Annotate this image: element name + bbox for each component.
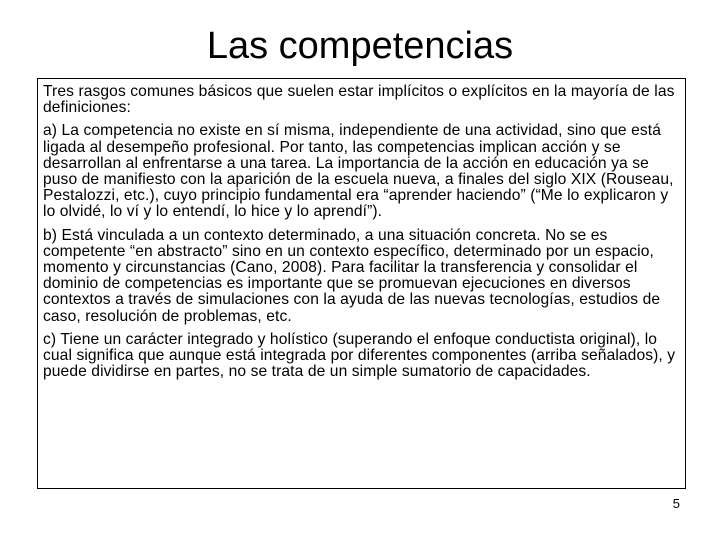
- page-number: 5: [672, 496, 680, 511]
- content-box: [37, 78, 686, 489]
- point-c-paragraph: c) Tiene un carácter integrado y holístico (superando el enfoque conductista original), lo cual significa que aunque está integrada por diferentes componentes (arriba señalados), y puede dividirse en partes, no se trata de un simple sumatorio de capacidades.: [43, 330, 676, 381]
- slide-title: Las competencias: [206, 25, 514, 67]
- point-b-paragraph: b) Está vinculada a un contexto determinado, a una situación concreta. No se es competente “en abstracto” sino en un contexto específico, determinado por un espacio, momento y circunstancias (Cano, 2008). Para facilitar la transferencia y consolidar el dominio de competencias es importante que se promuevan ejecuciones en diversos contextos a través de simulaciones con la ayuda de las nuevas tecnologías, estudios de caso, resolución de problemas, etc.: [43, 226, 661, 325]
- intro-paragraph: Tres rasgos comunes básicos que suelen estar implícitos o explícitos en la mayoría de las definiciones:: [43, 83, 675, 117]
- point-a-paragraph: a) La competencia no existe en sí misma, independiente de una actividad, sino que está ligada al desempeño profesional. Por tanto, las competencias implican acción y se desarrollan al enfrentarse a una tarea. La importancia de la acción en educación ya se puso de manifiesto con la aparición de la escuela nueva, a finales del siglo XIX (Rouseau, Pestalozzi, etc.), cuyo principio fundamental era “aprender haciendo” (“Me lo explicaron y lo olvidé, lo ví y lo entendí, lo hice y lo aprendí”).: [43, 122, 674, 221]
